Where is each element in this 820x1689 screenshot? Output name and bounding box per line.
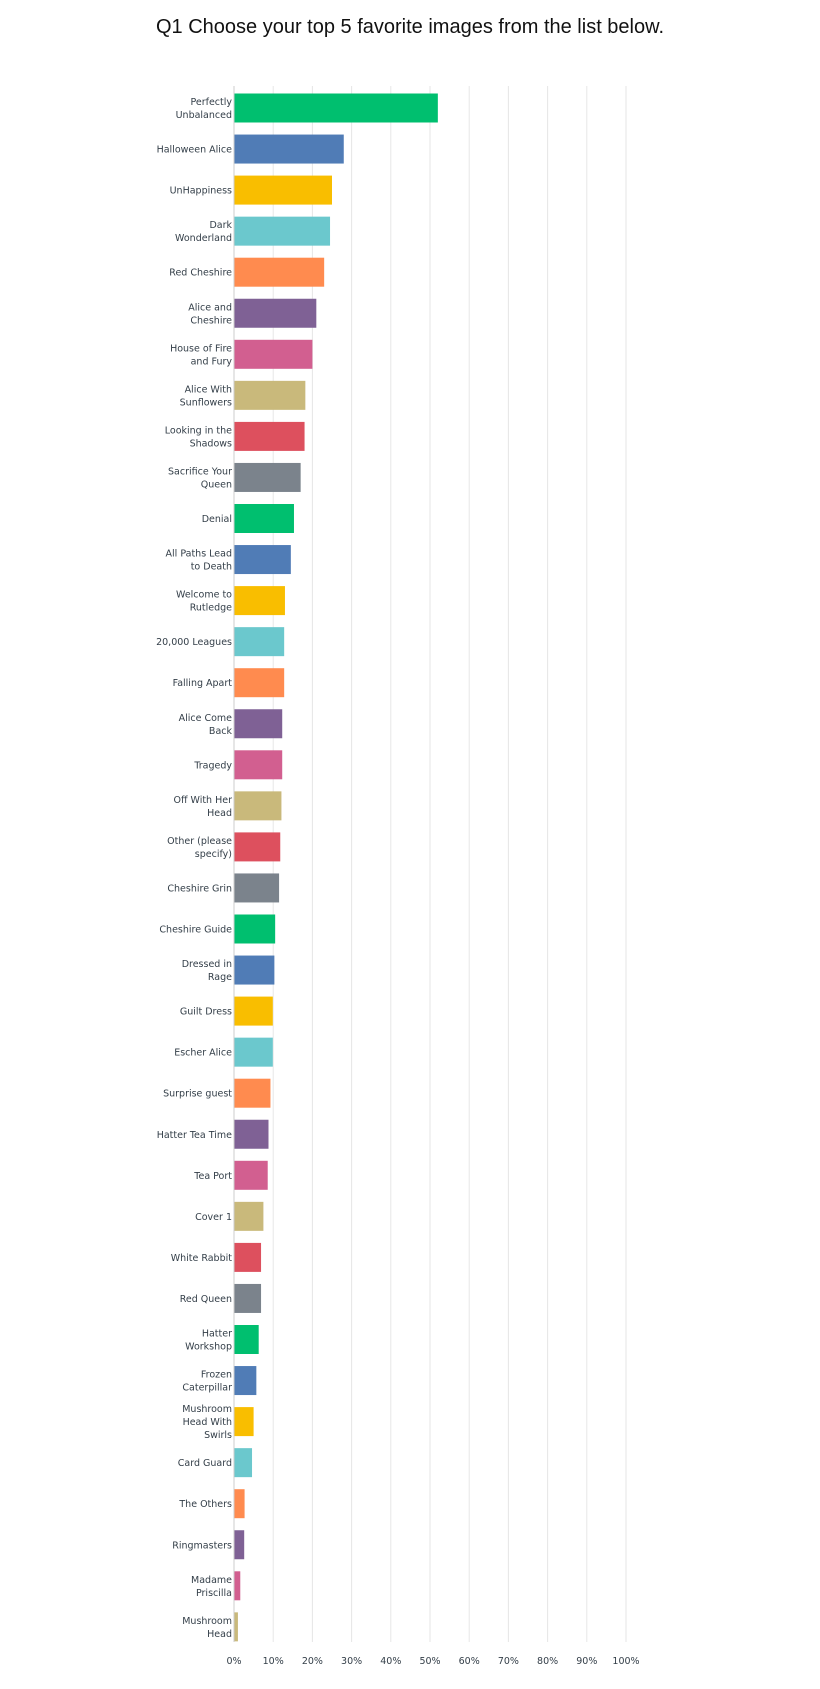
x-tick-label: 90%	[576, 1656, 598, 1667]
category-label: Looking in the Shadows	[164, 425, 232, 450]
x-tick-label: 80%	[537, 1656, 559, 1667]
category-label: Hatter Tea Time	[156, 1129, 232, 1141]
x-tick-label: 30%	[341, 1656, 363, 1667]
bar[interactable]	[234, 1284, 261, 1313]
x-tick-label: 100%	[612, 1656, 640, 1667]
x-tick-label: 20%	[301, 1656, 323, 1667]
category-label: Surprise guest	[163, 1088, 232, 1100]
bar[interactable]	[234, 381, 305, 410]
category-label: White Rabbit	[170, 1252, 232, 1264]
bar[interactable]	[234, 1202, 263, 1231]
category-label: Denial	[201, 514, 232, 525]
category-label: Alice and Cheshire	[188, 302, 232, 327]
bar[interactable]	[234, 463, 301, 492]
bar[interactable]	[234, 873, 279, 902]
bar[interactable]	[234, 1612, 238, 1641]
category-label: Frozen Caterpillar	[182, 1369, 232, 1394]
bar[interactable]	[234, 915, 275, 944]
category-label: Welcome to Rutledge	[175, 589, 232, 614]
category-label: Cheshire Grin	[167, 883, 232, 895]
bar[interactable]	[234, 217, 330, 246]
x-tick-label: 10%	[262, 1656, 284, 1667]
x-tick-label: 60%	[458, 1656, 480, 1667]
bar[interactable]	[234, 709, 282, 738]
category-label: Cover 1	[195, 1211, 232, 1223]
category-label: Red Queen	[179, 1293, 232, 1305]
category-label: Alice With Sunflowers	[179, 384, 232, 409]
category-label: Falling Apart	[172, 678, 232, 690]
bar[interactable]	[234, 1366, 256, 1395]
category-label: Dressed in Rage	[181, 959, 232, 984]
bar[interactable]	[234, 135, 344, 164]
category-label: Card Guard	[177, 1458, 232, 1470]
x-tick-label: 50%	[419, 1656, 441, 1667]
bar[interactable]	[234, 422, 305, 451]
bar[interactable]	[234, 545, 291, 574]
bar[interactable]	[234, 176, 332, 205]
category-label: Madame Priscilla	[191, 1574, 232, 1599]
category-label: Off With Her Head	[173, 794, 232, 819]
category-label: Tragedy	[194, 760, 232, 772]
category-label: Perfectly Unbalanced	[175, 97, 232, 121]
category-label: Ringmasters	[172, 1540, 232, 1552]
bar[interactable]	[234, 94, 438, 123]
x-axis-ticks	[226, 1656, 639, 1667]
x-tick-label: 40%	[380, 1656, 402, 1667]
category-label: Hatter Workshop	[185, 1328, 232, 1353]
bar[interactable]	[234, 504, 294, 533]
bar[interactable]	[234, 258, 324, 287]
category-label: Escher Alice	[174, 1047, 232, 1059]
bars	[234, 94, 438, 1642]
bar[interactable]	[234, 299, 316, 328]
bar[interactable]	[234, 997, 273, 1026]
bar[interactable]	[234, 1120, 268, 1149]
category-label: House of Fire and Fury	[170, 343, 232, 368]
gridlines	[273, 86, 626, 1642]
category-label: 20,000 Leagues	[156, 637, 232, 649]
bar[interactable]	[234, 1079, 270, 1108]
category-label: The Others	[179, 1499, 232, 1511]
category-label: Red Cheshire	[169, 267, 232, 279]
bar[interactable]	[234, 1489, 245, 1518]
category-label: Guilt Dress	[179, 1006, 232, 1018]
bar[interactable]	[234, 1448, 252, 1477]
category-label: Mushroom Head With Swirls	[182, 1404, 232, 1442]
bar[interactable]	[234, 627, 284, 656]
bar[interactable]	[234, 750, 282, 779]
category-label: Other (please specify)	[167, 835, 232, 860]
bar[interactable]	[234, 1407, 254, 1436]
bar[interactable]	[234, 586, 285, 615]
bar[interactable]	[234, 791, 281, 820]
bar[interactable]	[234, 340, 312, 369]
bar[interactable]	[234, 956, 274, 985]
category-label: All Paths Lead to Death	[165, 548, 232, 573]
bar[interactable]	[234, 1038, 273, 1067]
category-label: Dark Wonderland	[175, 220, 232, 245]
category-label: Sacrifice Your Queen	[168, 466, 232, 491]
category-label: Mushroom Head	[182, 1615, 232, 1640]
chart-title: Q1 Choose your top 5 favorite images from the list below.	[155, 16, 665, 38]
x-tick-label: 0%	[226, 1656, 242, 1667]
bar[interactable]	[234, 832, 280, 861]
category-labels	[156, 97, 232, 1640]
category-label: Alice Come Back	[178, 712, 232, 737]
bar[interactable]	[234, 1161, 268, 1190]
category-label: Halloween Alice	[156, 144, 232, 156]
category-label: Tea Port	[194, 1170, 232, 1182]
category-label: UnHappiness	[169, 185, 232, 197]
bar[interactable]	[234, 1243, 261, 1272]
x-tick-label: 70%	[497, 1656, 519, 1667]
bar[interactable]	[234, 1571, 240, 1600]
bar[interactable]	[234, 1530, 244, 1559]
bar[interactable]	[234, 1325, 259, 1354]
bar[interactable]	[234, 668, 284, 697]
category-label: Cheshire Guide	[159, 924, 232, 936]
